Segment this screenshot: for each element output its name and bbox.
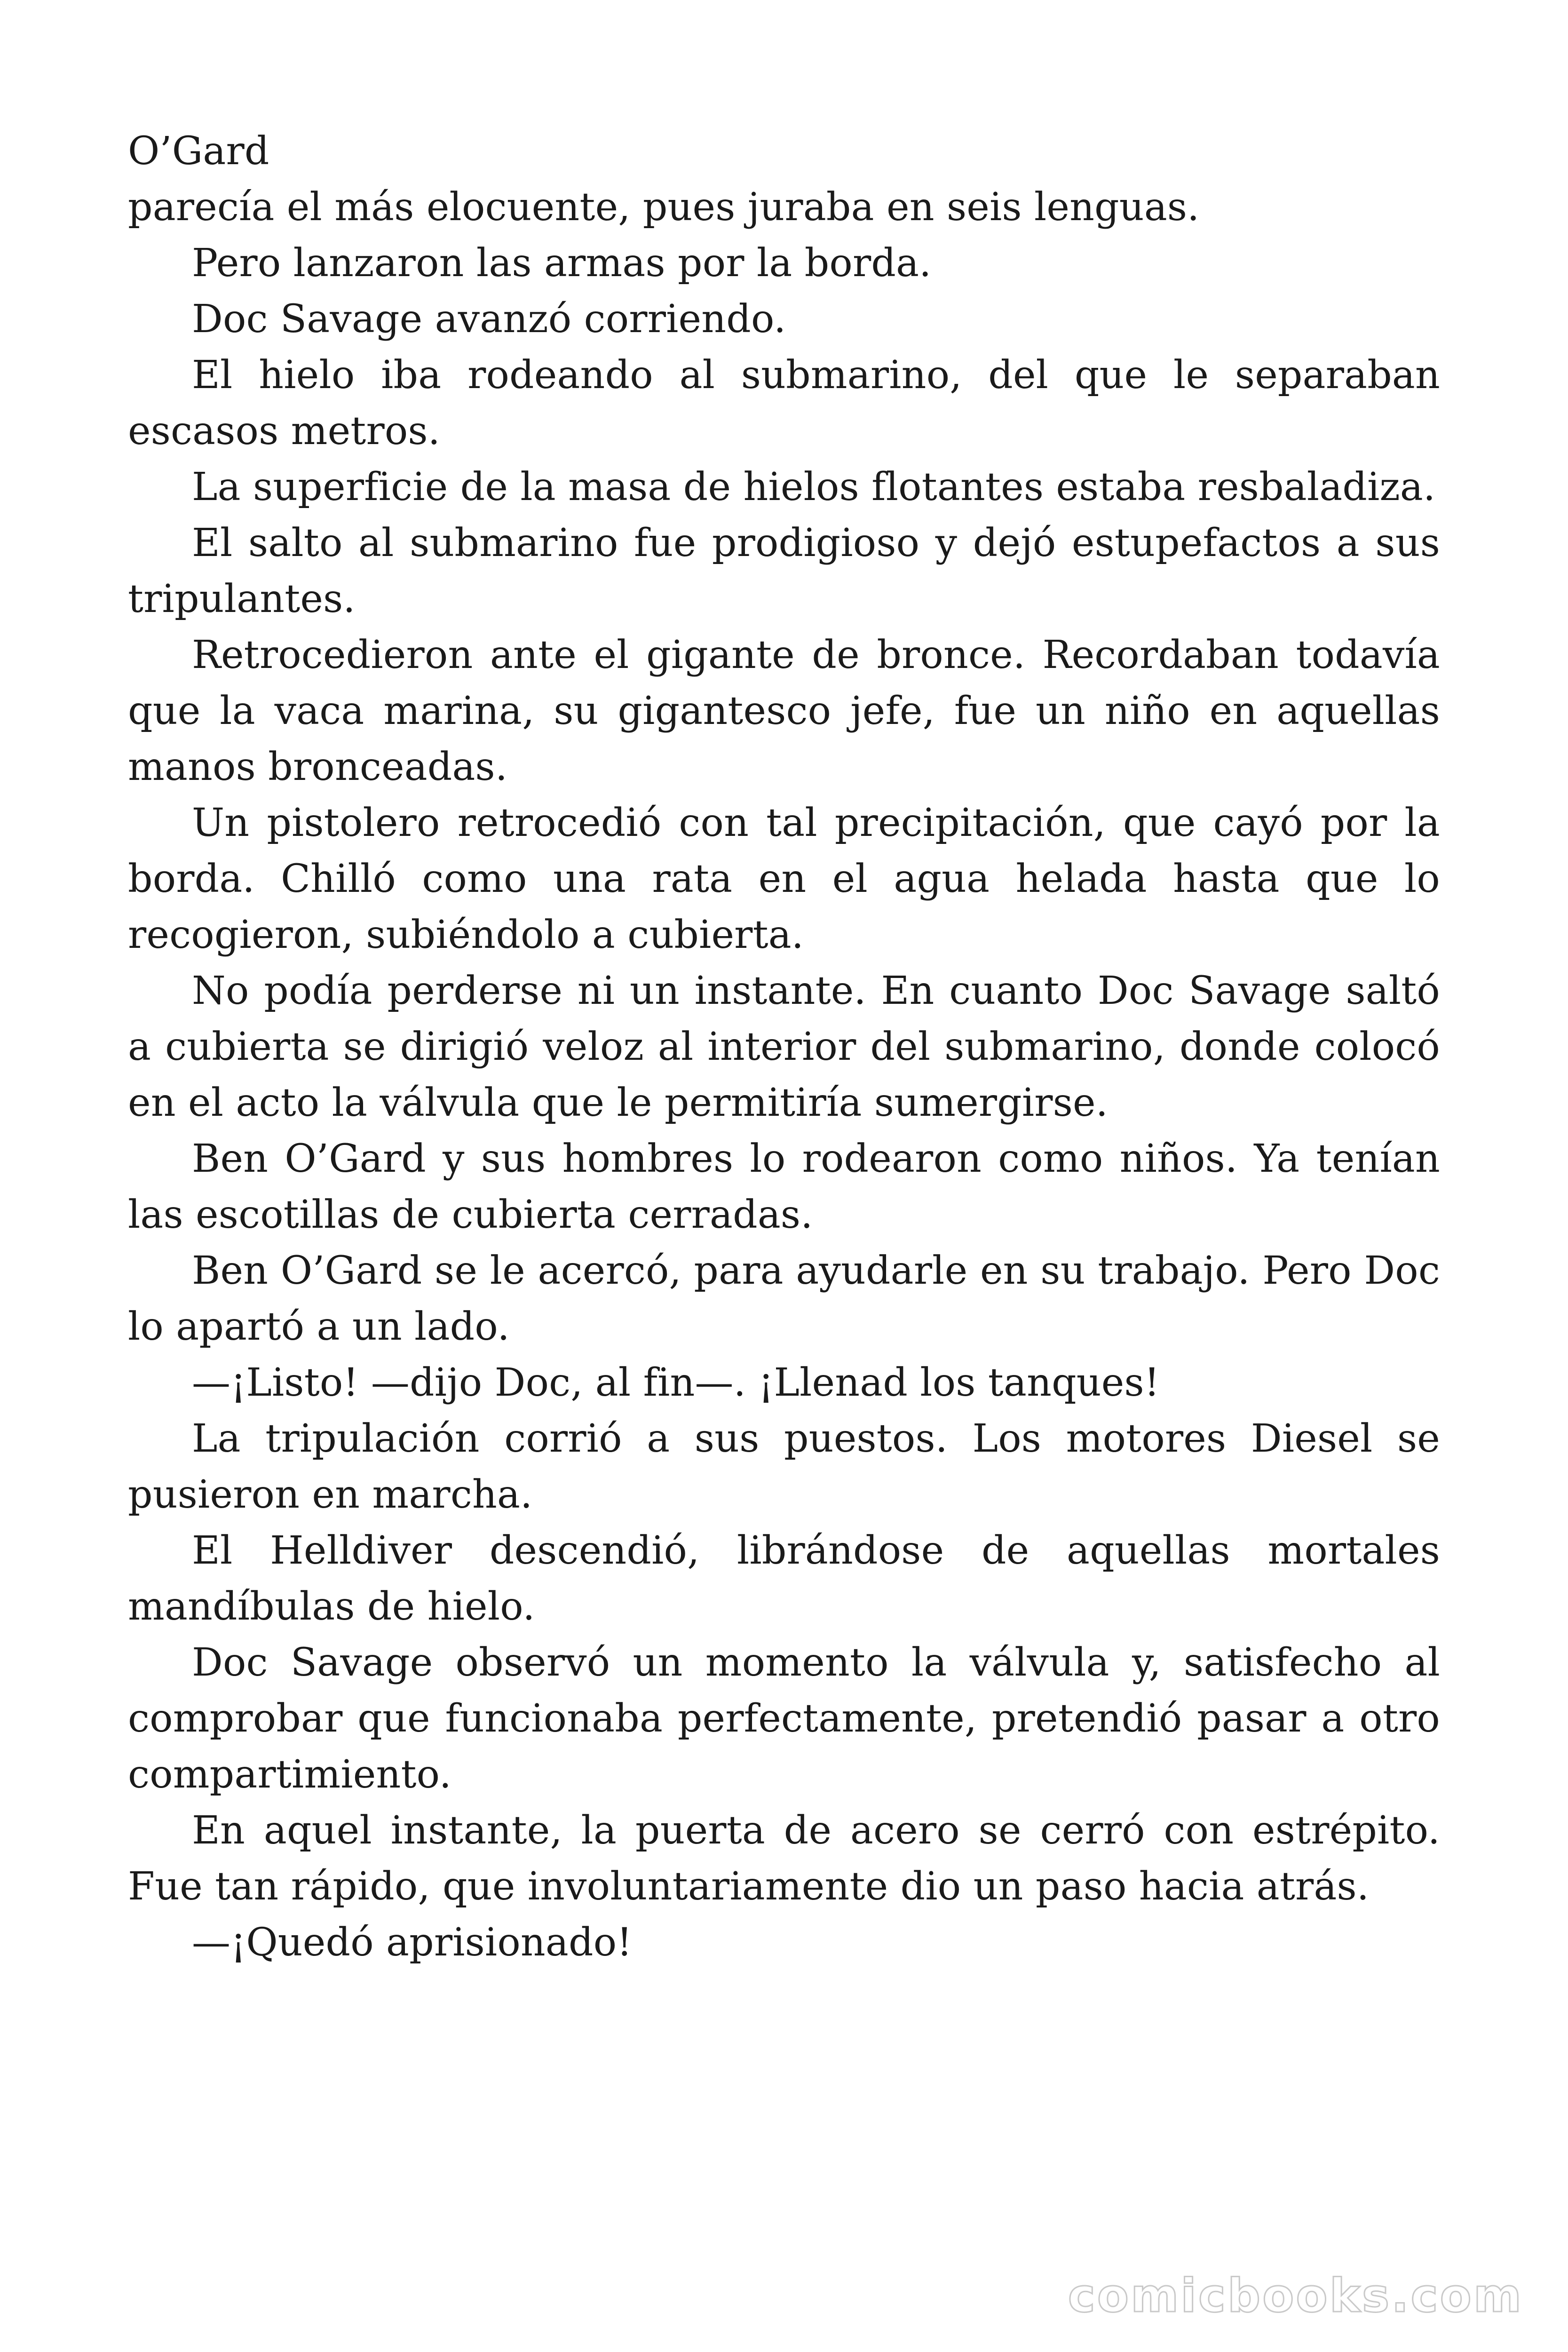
paragraph: Doc Savage observó un momento la válvula y, satisfecho al comprobar que funcionaba perfectamente, pretendió pasar a otro compartimiento. (128, 1640, 1440, 1797)
paragraph: Pero lanzaron las armas por la borda. (192, 241, 932, 286)
paragraph: La superficie de la masa de hielos flotantes estaba resbaladiza. (192, 465, 1436, 509)
paragraph: En aquel instante, la puerta de acero se cerró con estrépito. Fue tan rápido, que involuntariamente dio un paso hacia atrás. (128, 1808, 1440, 1909)
watermark-logo: comicbooks.com (1068, 2269, 1523, 2323)
paragraph: —¡Quedó aprisionado! (192, 1920, 633, 1965)
paragraph: No podía perderse ni un instante. En cuanto Doc Savage saltó a cubierta se dirigió veloz al interior del submarino, donde colocó en el acto la válvula que le permitiría sumergirse. (128, 969, 1440, 1125)
paragraph: La tripulación corrió a sus puestos. Los motores Diesel se pusieron en marcha. (128, 1416, 1440, 1517)
paragraph: O’Gard (128, 129, 269, 174)
paragraph: Ben O’Gard y sus hombres lo rodearon como niños. Ya tenían las escotillas de cubierta cerradas. (128, 1136, 1440, 1237)
paragraph: El Helldiver descendió, librándose de aquellas mortales mandíbulas de hielo. (128, 1528, 1440, 1629)
paragraph: Retrocedieron ante el gigante de bronce. Recordaban todavía que la vaca marina, su gigantesco jefe, fue un niño en aquellas manos bronceadas. (128, 633, 1440, 789)
paragraph: Ben O’Gard se le acercó, para ayudarle en su trabajo. Pero Doc lo apartó a un lado. (128, 1248, 1440, 1349)
paragraph: parecía el más elocuente, pues juraba en seis lenguas. (128, 185, 1200, 230)
paragraph: Doc Savage avanzó corriendo. (192, 297, 786, 342)
paragraph: Un pistolero retrocedió con tal precipitación, que cayó por la borda. Chilló como una rata en el agua helada hasta que lo recogieron, subiéndolo a cubierta. (128, 801, 1440, 957)
paragraph: El salto al submarino fue prodigioso y dejó estupefactos a sus tripulantes. (128, 521, 1440, 621)
paragraph: —¡Listo! —dijo Doc, al fin—. ¡Llenad los tanques! (192, 1360, 1160, 1405)
body-text (128, 123, 1440, 1971)
paragraph: El hielo iba rodeando al submarino, del que le separaban escasos metros. (128, 353, 1440, 453)
